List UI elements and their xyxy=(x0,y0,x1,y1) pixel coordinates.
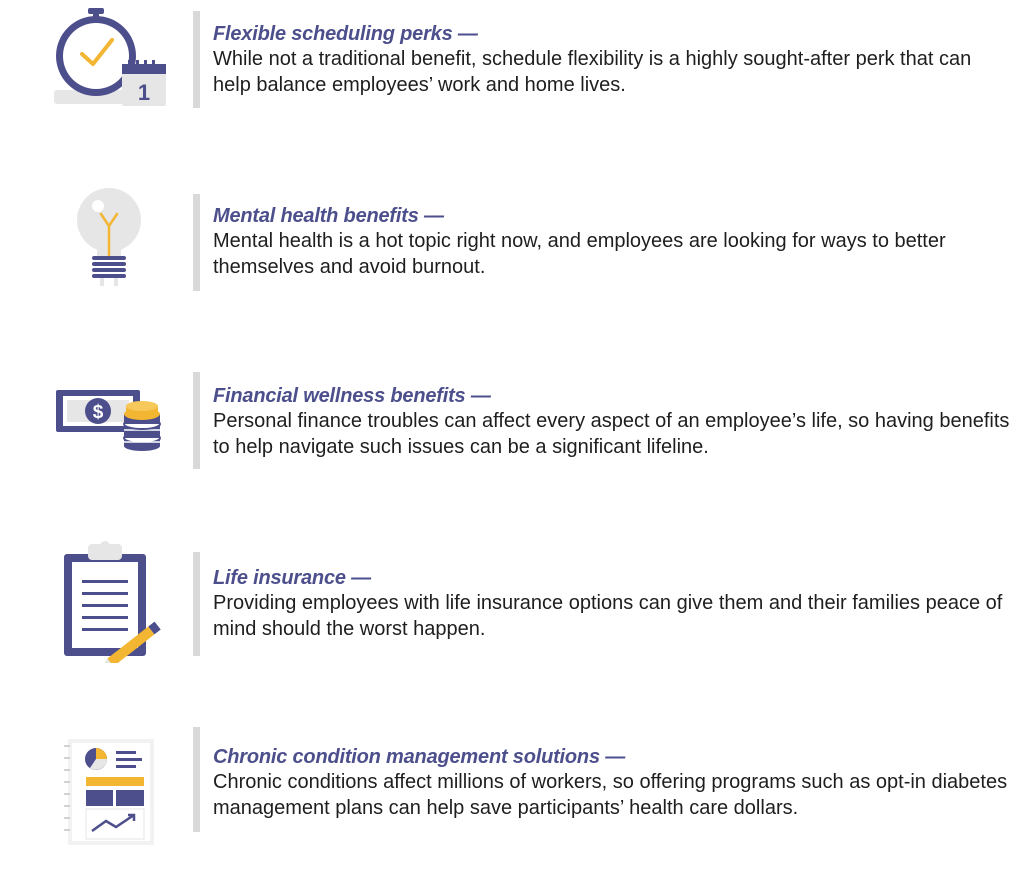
benefit-title: Chronic condition management solutions — xyxy=(213,746,626,768)
benefit-text xyxy=(213,384,1013,460)
money-coins-icon xyxy=(50,378,170,478)
benefit-text xyxy=(213,22,1013,98)
divider xyxy=(193,372,200,469)
clipboard-pencil-icon xyxy=(50,538,170,663)
report-chart-icon xyxy=(50,735,170,850)
benefit-title: Life insurance — xyxy=(213,567,371,589)
benefit-text xyxy=(213,204,1013,280)
benefit-title: Flexible scheduling perks — xyxy=(213,23,478,45)
divider xyxy=(193,727,200,832)
benefit-description: Chronic conditions affect millions of workers, so offering programs such as opt-in diabetes management plans can help save participants’ health care dollars. xyxy=(213,771,1008,819)
benefit-title: Mental health benefits — xyxy=(213,205,444,227)
divider xyxy=(193,552,200,656)
benefit-description: Providing employees with life insurance options can give them and their families peace of mind should the worst happen. xyxy=(213,592,1003,640)
benefit-title: Financial wellness benefits — xyxy=(213,385,491,407)
calendar-day-label: 1 xyxy=(137,80,151,105)
benefit-description: While not a traditional benefit, schedule flexibility is a highly sought-after perk that can help balance employees’ work and home lives. xyxy=(213,48,972,96)
benefit-description: Mental health is a hot topic right now, and employees are looking for ways to better themselves and avoid burnout. xyxy=(213,230,946,278)
benefit-description: Personal finance troubles can affect every aspect of an employee’s life, so having benefits to help navigate such issues can be a significant lifeline. xyxy=(213,410,1010,458)
lightbulb-icon xyxy=(50,188,170,288)
stopwatch-calendar-icon xyxy=(50,8,170,108)
divider xyxy=(193,194,200,291)
divider xyxy=(193,11,200,108)
currency-symbol: $ xyxy=(92,402,104,423)
benefit-text xyxy=(213,745,1013,821)
benefit-text xyxy=(213,566,1013,642)
